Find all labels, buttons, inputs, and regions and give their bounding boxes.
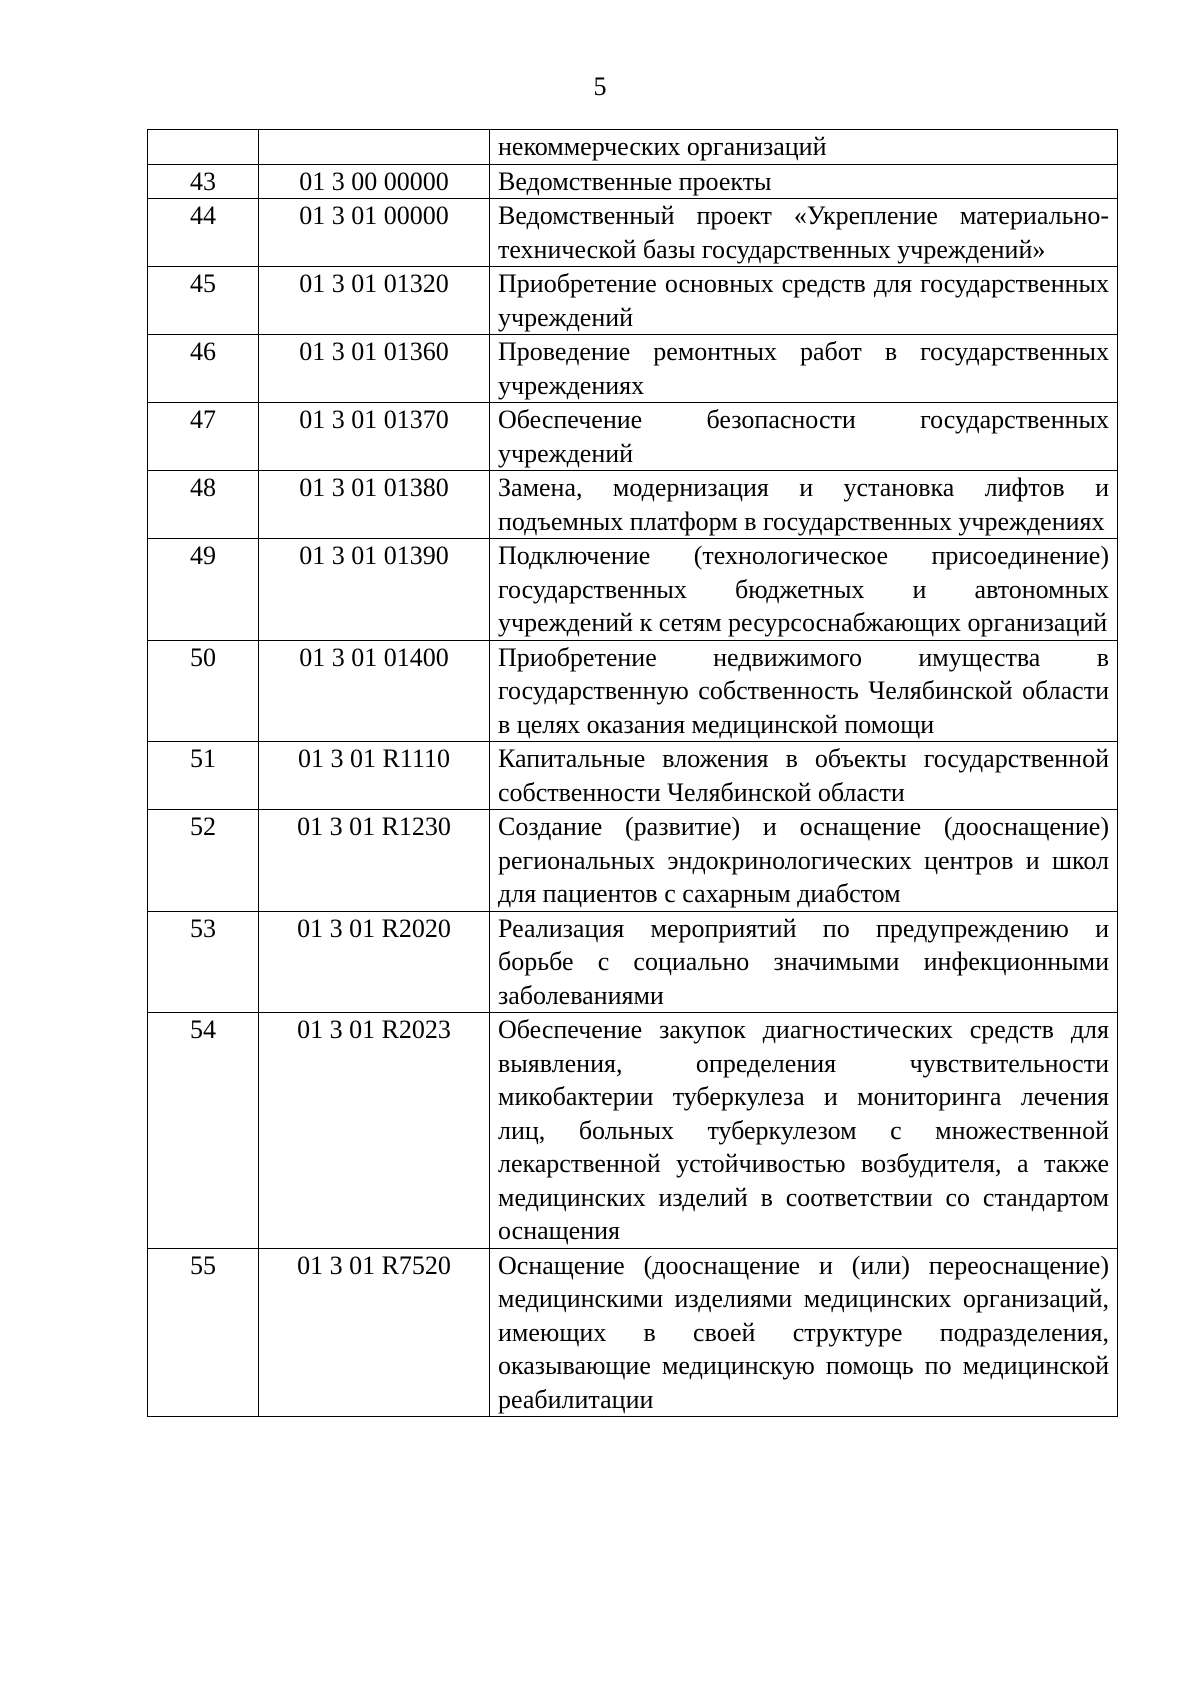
name-cell: Создание (развитие) и оснащение (дооснащение) региональных эндокринологических центров и школ для пациентов с сахарным диабстом [490, 810, 1118, 912]
row-number-cell: 49 [148, 539, 259, 641]
table-row [148, 335, 1118, 403]
code-cell: 01 3 01 01400 [259, 640, 490, 742]
page-number: 5 [593, 72, 607, 101]
code-cell: 01 3 01 R2020 [259, 911, 490, 1013]
table-body [148, 130, 1118, 1417]
code-cell: 01 3 01 00000 [259, 199, 490, 267]
name-cell: Оснащение (дооснащение и (или) переоснащение) медицинскими изделиями медицинских организаций, имеющих в своей структуре подразделения, оказывающие медицинскую помощь по медицинской реабилитации [490, 1248, 1118, 1417]
row-number-cell: 50 [148, 640, 259, 742]
code-cell: 01 3 01 R7520 [259, 1248, 490, 1417]
code-cell: 01 3 01 R2023 [259, 1013, 490, 1249]
row-number-cell: 44 [148, 199, 259, 267]
row-number-cell: 53 [148, 911, 259, 1013]
row-number-cell: 48 [148, 471, 259, 539]
table-row [148, 164, 1118, 199]
table-row [148, 539, 1118, 641]
table-row [148, 130, 1118, 165]
name-cell: Обеспечение закупок диагностических средств для выявления, определения чувствительности микобактерии туберкулеза и мониторинга лечения лиц, больных туберкулезом с множественной лекарственной устойчивостью возбудителя, а также медицинских изделий в соответствии со стандартом оснащения [490, 1013, 1118, 1249]
code-cell: 01 3 01 01360 [259, 335, 490, 403]
name-cell: Обеспечение безопасности государственных учреждений [490, 403, 1118, 471]
table-row [148, 1248, 1118, 1417]
name-cell: Ведомственные проекты [490, 164, 1118, 199]
table-row [148, 403, 1118, 471]
name-cell: Подключение (технологическое присоединение) государственных бюджетных и автономных учреждений к сетям ресурсоснабжающих организаций [490, 539, 1118, 641]
table-row [148, 1013, 1118, 1249]
name-cell: Реализация мероприятий по предупреждению и борьбе с социально значимыми инфекционными заболеваниями [490, 911, 1118, 1013]
name-cell: Ведомственный проект «Укрепление материально-технической базы государственных учреждений» [490, 199, 1118, 267]
code-cell: 01 3 01 01370 [259, 403, 490, 471]
code-cell: 01 3 00 00000 [259, 164, 490, 199]
code-cell: 01 3 01 01380 [259, 471, 490, 539]
budget-table [147, 129, 1118, 1417]
code-cell: 01 3 01 01390 [259, 539, 490, 641]
row-number-cell: 54 [148, 1013, 259, 1249]
code-cell: 01 3 01 R1230 [259, 810, 490, 912]
row-number-cell: 47 [148, 403, 259, 471]
row-number-cell: 55 [148, 1248, 259, 1417]
code-cell: 01 3 01 R1110 [259, 742, 490, 810]
name-cell: Замена, модернизация и установка лифтов и подъемных платформ в государственных учреждениях [490, 471, 1118, 539]
name-cell: Приобретение основных средств для государственных учреждений [490, 267, 1118, 335]
table-row [148, 911, 1118, 1013]
table-row [148, 267, 1118, 335]
row-number-cell: 43 [148, 164, 259, 199]
code-cell [259, 130, 490, 165]
row-number-cell: 51 [148, 742, 259, 810]
name-cell: Проведение ремонтных работ в государственных учреждениях [490, 335, 1118, 403]
row-number-cell [148, 130, 259, 165]
table-row [148, 742, 1118, 810]
table-row [148, 471, 1118, 539]
row-number-cell: 45 [148, 267, 259, 335]
row-number-cell: 46 [148, 335, 259, 403]
name-cell: некоммерческих организаций [490, 130, 1118, 165]
table-row [148, 199, 1118, 267]
table-row [148, 640, 1118, 742]
row-number-cell: 52 [148, 810, 259, 912]
name-cell: Капитальные вложения в объекты государственной собственности Челябинской области [490, 742, 1118, 810]
name-cell: Приобретение недвижимого имущества в государственную собственность Челябинской области в целях оказания медицинской помощи [490, 640, 1118, 742]
table-row [148, 810, 1118, 912]
code-cell: 01 3 01 01320 [259, 267, 490, 335]
